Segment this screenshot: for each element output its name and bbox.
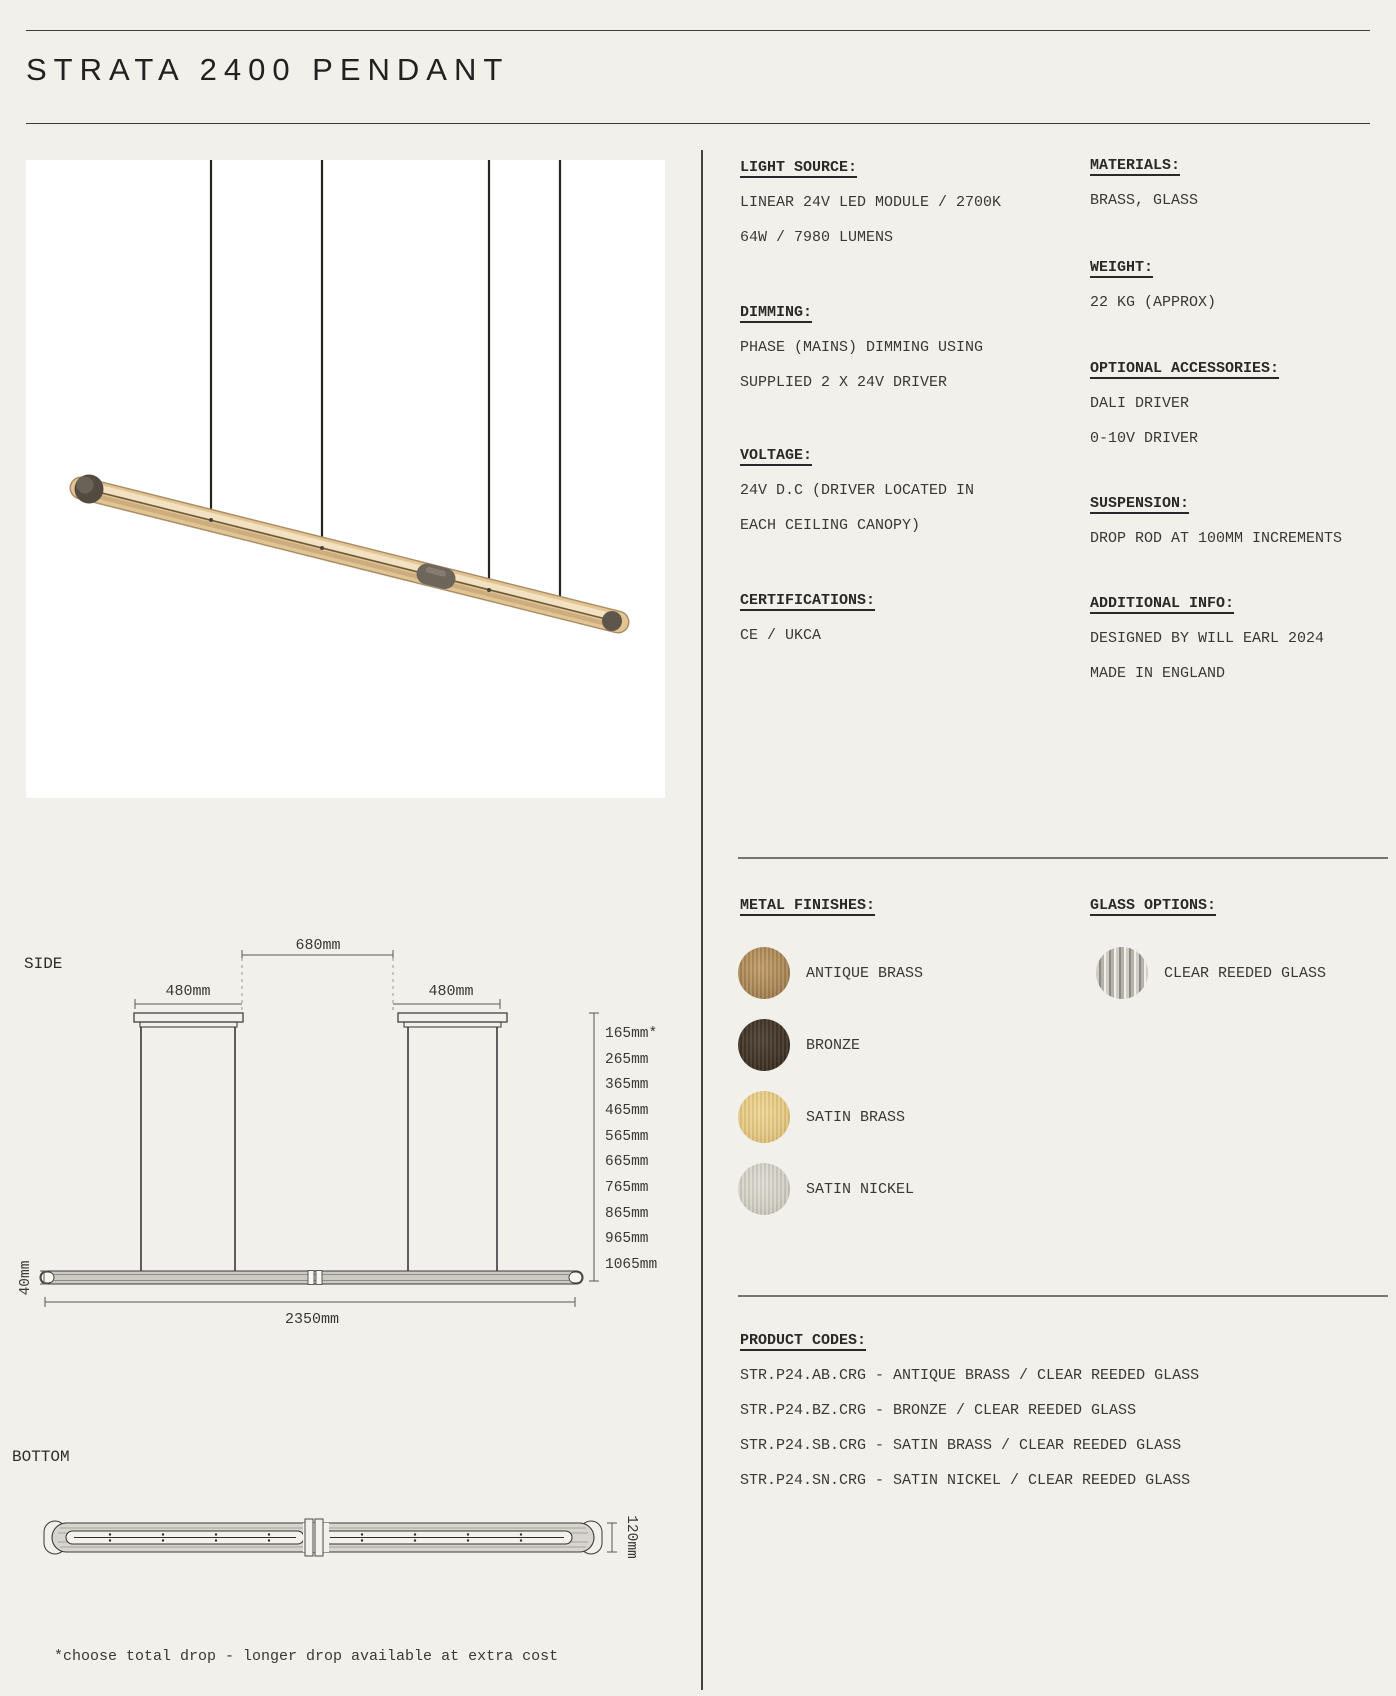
bronze-end-cap	[75, 475, 104, 504]
bronze-swatch	[738, 1019, 790, 1071]
side-view-label: SIDE	[24, 955, 63, 973]
spec-line: PHASE (MAINS) DIMMING USING	[740, 339, 984, 356]
satin-brass-swatch	[738, 1091, 790, 1143]
svg-text:665mm: 665mm	[605, 1154, 649, 1170]
drawing-footnote: *choose total drop - longer drop available at extra cost	[54, 1648, 559, 1665]
product-code: STR.P24.SN.CRG - SATIN NICKEL / CLEAR REEDED GLASS	[740, 1472, 1191, 1489]
finish-label: BRONZE	[806, 1036, 861, 1054]
svg-text:480mm: 480mm	[165, 983, 211, 1000]
spec-line: 24V D.C (DRIVER LOCATED IN	[740, 482, 975, 499]
spec-line: 22 KG (APPROX)	[1090, 294, 1217, 311]
svg-text:120mm: 120mm	[623, 1515, 639, 1559]
spec-line: EACH CEILING CANOPY)	[740, 517, 921, 534]
spec-certifications	[740, 583, 875, 653]
spec-line: DESIGNED BY WILL EARL 2024	[1090, 630, 1325, 647]
spec-heading: WEIGHT:	[1090, 259, 1154, 276]
bottom-view-label: BOTTOM	[12, 1448, 70, 1466]
spec-suspension	[1090, 486, 1342, 556]
svg-text:680mm: 680mm	[295, 937, 341, 954]
glass-options-list	[1096, 937, 1326, 1009]
spec-materials	[1090, 148, 1198, 218]
finish-label: ANTIQUE BRASS	[806, 964, 924, 982]
metal-finishes-list	[738, 937, 923, 1225]
dim-gap-680	[242, 937, 393, 1012]
spec-heading: DIMMING:	[740, 304, 813, 321]
svg-text:565mm: 565mm	[605, 1129, 649, 1145]
satin-nickel-swatch	[738, 1163, 790, 1215]
pendant-photo-illustration	[26, 160, 665, 798]
dim-canopy-right-480	[393, 983, 500, 1009]
product-code: STR.P24.BZ.CRG - BRONZE / CLEAR REEDED GLASS	[740, 1402, 1137, 1419]
svg-text:365mm: 365mm	[605, 1077, 649, 1093]
svg-text:165mm*: 165mm*	[605, 1026, 658, 1042]
spec-line: SUPPLIED 2 X 24V DRIVER	[740, 374, 948, 391]
glass-options-heading: GLASS OPTIONS:	[1090, 897, 1217, 914]
glass-row-clear-reeded	[1096, 937, 1326, 1009]
dim-bottom-height-120	[607, 1515, 639, 1559]
spec-weight	[1090, 250, 1216, 320]
spec-heading: SUSPENSION:	[1090, 495, 1190, 512]
section-rule-finishes	[738, 857, 1388, 859]
ceiling-canopies	[134, 1013, 507, 1027]
bottom-view-bar	[44, 1519, 602, 1556]
spec-heading: LIGHT SOURCE:	[740, 159, 858, 176]
technical-drawings	[0, 930, 700, 1690]
page-title: STRATA 2400 PENDANT	[26, 52, 510, 87]
svg-text:965mm: 965mm	[605, 1231, 649, 1247]
dim-bar-height-40	[18, 1261, 48, 1296]
finish-row-satin-nickel	[738, 1153, 923, 1225]
spec-line: BRASS, GLASS	[1090, 192, 1199, 209]
spec-voltage	[740, 438, 974, 543]
spec-line: LINEAR 24V LED MODULE / 2700K	[740, 194, 1002, 211]
vertical-divider	[701, 150, 703, 1690]
metal-finishes-heading: METAL FINISHES:	[740, 897, 876, 914]
svg-text:265mm: 265mm	[605, 1052, 649, 1068]
spec-heading: CERTIFICATIONS:	[740, 592, 876, 609]
finish-row-bronze	[738, 1009, 923, 1081]
svg-text:1065mm: 1065mm	[605, 1257, 658, 1273]
product-codes-list	[740, 1358, 1199, 1498]
drop-rods	[141, 1027, 497, 1272]
section-rule-codes	[738, 1295, 1388, 1297]
svg-text:2350mm: 2350mm	[284, 1311, 340, 1328]
spec-line: MADE IN ENGLAND	[1090, 665, 1226, 682]
clear-reeded-glass-swatch	[1096, 947, 1148, 999]
finish-label: SATIN BRASS	[806, 1108, 906, 1126]
dim-canopy-left-480	[135, 983, 242, 1009]
spec-line: DALI DRIVER	[1090, 395, 1190, 412]
spec-heading: OPTIONAL ACCESSORIES:	[1090, 360, 1280, 377]
dim-drop-increments	[589, 1013, 657, 1281]
svg-text:865mm: 865mm	[605, 1206, 649, 1222]
header-top-rule	[26, 30, 1370, 31]
spec-additional-info	[1090, 586, 1324, 691]
header-bottom-rule	[26, 123, 1370, 124]
spec-optional-accessories	[1090, 351, 1279, 456]
antique-brass-swatch	[738, 947, 790, 999]
product-codes-heading: PRODUCT CODES:	[740, 1332, 867, 1349]
dim-length-2350	[45, 1297, 575, 1328]
svg-text:465mm: 465mm	[605, 1103, 649, 1119]
svg-text:40mm: 40mm	[18, 1260, 34, 1296]
spec-heading: VOLTAGE:	[740, 447, 813, 464]
glass-label: CLEAR REEDED GLASS	[1164, 964, 1327, 982]
product-code: STR.P24.AB.CRG - ANTIQUE BRASS / CLEAR REEDED GLASS	[740, 1367, 1200, 1384]
right-end-cap	[602, 611, 622, 631]
product-photo-panel	[26, 160, 665, 798]
finish-label: SATIN NICKEL	[806, 1180, 915, 1198]
side-view-bar	[40, 1271, 583, 1285]
finish-row-satin-brass	[738, 1081, 923, 1153]
spec-line: 64W / 7980 LUMENS	[740, 229, 894, 246]
product-code: STR.P24.SB.CRG - SATIN BRASS / CLEAR REEDED GLASS	[740, 1437, 1182, 1454]
center-connector	[427, 570, 445, 579]
spec-line: 0-10V DRIVER	[1090, 430, 1199, 447]
spec-line: CE / UKCA	[740, 627, 822, 644]
spec-line: DROP ROD AT 100MM INCREMENTS	[1090, 530, 1343, 547]
spec-light-source	[740, 150, 1001, 255]
svg-text:480mm: 480mm	[428, 983, 474, 1000]
pendant-bar	[81, 485, 618, 627]
finish-row-antique-brass	[738, 937, 923, 1009]
spec-heading: ADDITIONAL INFO:	[1090, 595, 1235, 612]
spec-dimming	[740, 295, 983, 400]
svg-text:765mm: 765mm	[605, 1180, 649, 1196]
spec-heading: MATERIALS:	[1090, 157, 1181, 174]
